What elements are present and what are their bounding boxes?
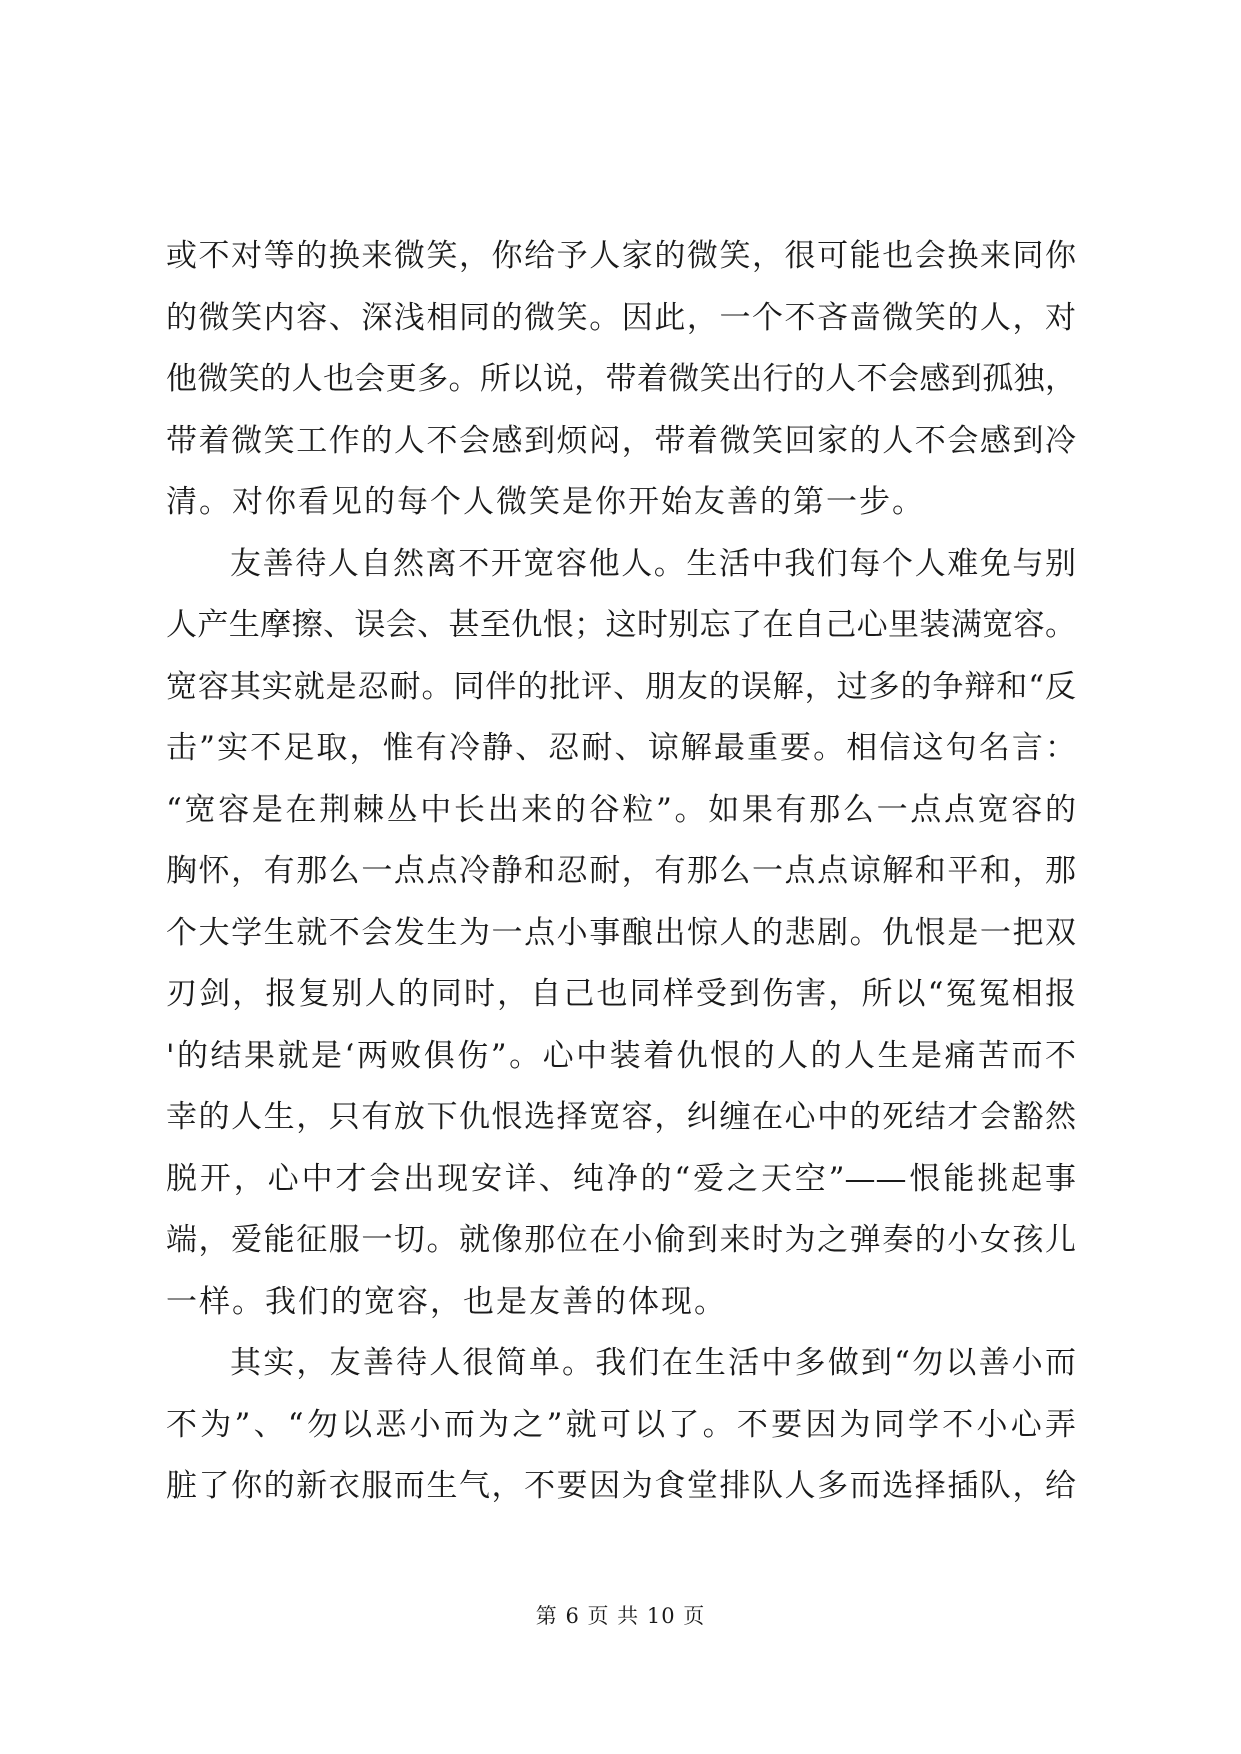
paragraph-line: “宽容是在荆棘丛中长出来的谷粒”。如果有那么一点点宽容的 <box>166 791 1076 828</box>
paragraph-line: '的结果就是‘两败俱伤”。心中装着仇恨的人的人生是痛苦而不 <box>166 1037 1076 1074</box>
paragraph-line: 脏了你的新衣服而生气，不要因为食堂排队人多而选择插队，给 <box>166 1468 1076 1504</box>
paragraph-line: 端，爱能征服一切。就像那位在小偷到来时为之弹奏的小女孩儿 <box>166 1222 1076 1258</box>
body-text <box>166 226 1076 1518</box>
paragraph-line: 一样。我们的宽容，也是友善的体现。 <box>166 1283 727 1320</box>
paragraph-line: 不为”、“勿以恶小而为之”就可以了。不要因为同学不小心弄 <box>166 1406 1076 1443</box>
paragraph-line: 刃剑，报复别人的同时，自己也同样受到伤害，所以“冤冤相报 <box>166 976 1076 1012</box>
paragraph-line: 击”实不足取，惟有冷静、忍耐、谅解最重要。相信这句名言： <box>166 730 1076 766</box>
paragraph-line: 胸怀，有那么一点点冷静和忍耐，有那么一点点谅解和平和，那 <box>166 853 1076 889</box>
paragraph-line: 个大学生就不会发生为一点小事酿出惊人的悲剧。仇恨是一把双 <box>166 914 1076 951</box>
paragraph-line: 或不对等的换来微笑，你给予人家的微笑，很可能也会换来同你 <box>166 238 1076 274</box>
paragraph-line: 其实，友善待人很简单。我们在生活中多做到“勿以善小而 <box>230 1345 1076 1381</box>
paragraph-line: 友善待人自然离不开宽容他人。生活中我们每个人难免与别 <box>230 545 1076 582</box>
paragraph-line: 脱开，心中才会出现安详、纯净的“爱之天空”——恨能挑起事 <box>166 1160 1076 1197</box>
paragraph-line: 幸的人生，只有放下仇恨选择宽容，纠缠在心中的死结才会豁然 <box>166 1099 1076 1135</box>
paragraph-line: 人产生摩擦、误会、甚至仇恨；这时别忘了在自己心里装满宽容。 <box>166 607 1076 643</box>
page-number-footer: 第 6 页 共 10 页 <box>535 1604 706 1628</box>
paragraph-line: 他微笑的人也会更多。所以说，带着微笑出行的人不会感到孤独， <box>166 361 1076 397</box>
paragraph-line: 宽容其实就是忍耐。同伴的批评、朋友的误解，过多的争辩和“反 <box>166 668 1076 705</box>
paragraph-line: 清。对你看见的每个人微笑是你开始友善的第一步。 <box>166 484 925 520</box>
paragraph-line: 带着微笑工作的人不会感到烦闷，带着微笑回家的人不会感到冷 <box>166 422 1076 459</box>
paragraph-line: 的微笑内容、深浅相同的微笑。因此，一个不吝啬微笑的人，对 <box>166 299 1076 336</box>
